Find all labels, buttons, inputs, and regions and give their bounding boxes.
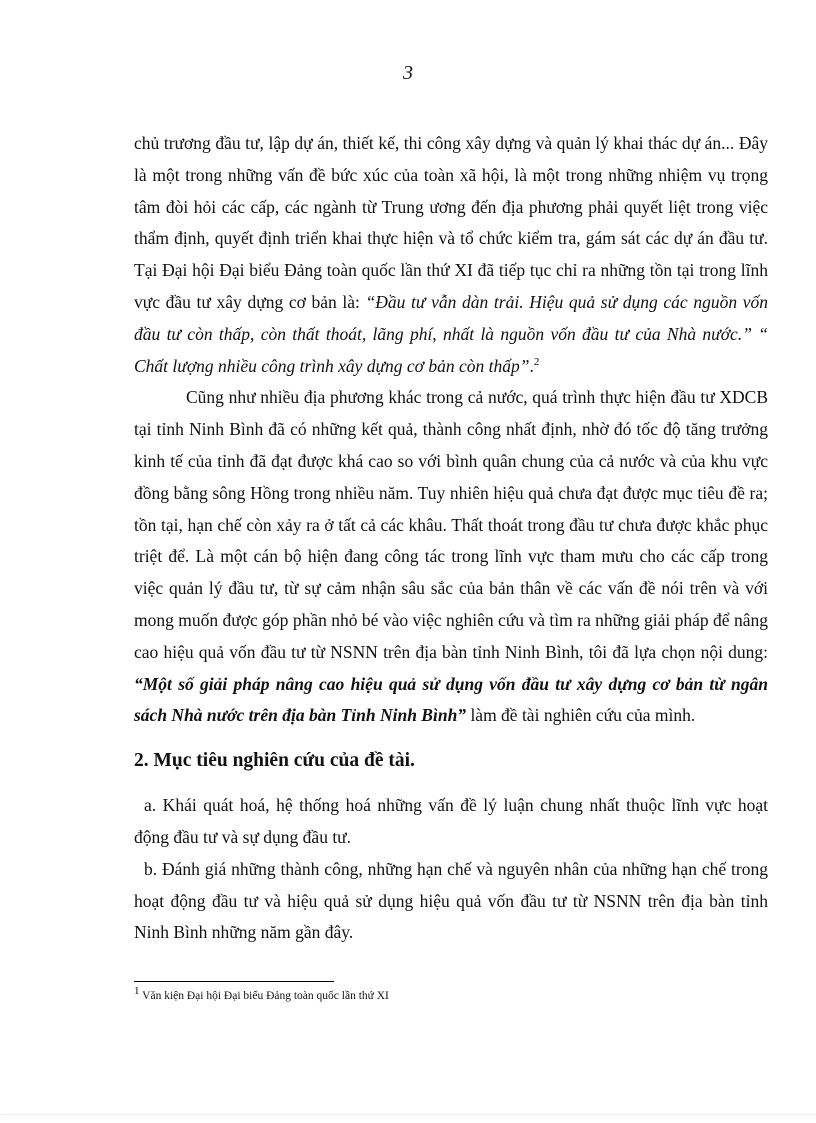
objective-a: a. Khái quát hoá, hệ thống hoá những vấn đề lý luận chung nhất thuộc lĩnh vực hoạt động đầu tư và sự dụng đầu tư. (134, 795, 768, 847)
body-text (134, 128, 768, 949)
quote-period: . (529, 355, 534, 376)
congress-quote: “Đầu tư vẫn dàn trải. Hiệu quả sử dụng các nguồn vốn đầu tư còn thấp, còn thất thoát, lãng phí, nhất là nguồn vốn đầu tư của Nhà nước.” “ Chất lượng nhiều công trình xây dựng cơ bản còn thấp” (134, 291, 768, 376)
page-number: 3 (403, 62, 413, 84)
paragraph-1-text: chủ trương đầu tư, lập dự án, thiết kế, thi công xây dựng và quản lý khai thác dự án... Đây là một trong những vấn đề bức xúc của toàn xã hội, là một trong những nhiệm vụ trọng tâm đòi hỏi các cấp, các ngành từ Trung ương đến địa phương phải quyết liệt trong việc thẩm định, quyết định triển khai thực hiện và tổ chức kiểm tra, gám sát các dự án đầu tư. Tại Đại hội Đại biểu Đảng toàn quốc lần thứ XI đã tiếp tục chỉ ra những tồn tại trong lĩnh vực đầu tư xây dựng cơ bản là: (134, 133, 768, 312)
objective-b: b. Đánh giá những thành công, những hạn chế và nguyên nhân của những hạn chế trong hoạt động đầu tư và hiệu quả sử dụng hiệu quả vốn đầu tư từ NSNN trên địa bàn tỉnh Ninh Bình những năm gần đây. (134, 858, 768, 943)
paragraph-1 (134, 128, 768, 382)
page-bottom-border (0, 1114, 816, 1115)
footnote-reference: 2 (533, 355, 540, 368)
section-heading: 2. Mục tiêu nghiên cứu của đề tài. (134, 750, 415, 772)
thesis-title: “Một số giải pháp nâng cao hiệu quả sử dụng vốn đầu tư xây dựng cơ bản từ ngân sách Nhà nước trên địa bàn Tỉnh Ninh Bình” (134, 673, 768, 726)
paragraph-2-ending: làm đề tài nghiên cứu của mình. (466, 705, 696, 726)
footnote-marker: 1 (134, 985, 140, 998)
footnote (134, 985, 768, 1002)
paragraph-2 (134, 382, 768, 732)
footnote-divider (134, 981, 334, 982)
paragraph-2-text: Cũng như nhiều địa phương khác trong cả nước, quá trình thực hiện đầu tư XDCB tại tỉnh Ninh Bình đã có những kết quả, thành công nhất định, nhờ đó tốc độ tăng trưởng kinh tế của tỉnh đã đạt được khá cao so với bình quân chung của cả nước và của khu vực đồng bằng sông Hồng trong nhiều năm. Tuy nhiên hiệu quả chưa đạt được mục tiêu đề ra; tồn tại, hạn chế còn xảy ra ở tất cả các khâu. Thất thoát trong đầu tư chưa được khắc phục triệt để. Là một cán bộ hiện đang công tác trong lĩnh vực tham mưu cho các cấp trong việc quản lý đầu tư, từ sự cảm nhận sâu sắc của bản thân về các vấn đề nói trên và với mong muốn được góp phần nhỏ bé vào việc nghiên cứu và tìm ra những giải pháp để nâng cao hiệu quả vốn đầu tư từ NSNN trên địa bàn tỉnh Ninh Bình, tôi đã lựa chọn nội dung: (134, 387, 768, 662)
footnote-text: Văn kiện Đại hội Đại biểu Đảng toàn quốc lần thứ XI (139, 990, 389, 1002)
